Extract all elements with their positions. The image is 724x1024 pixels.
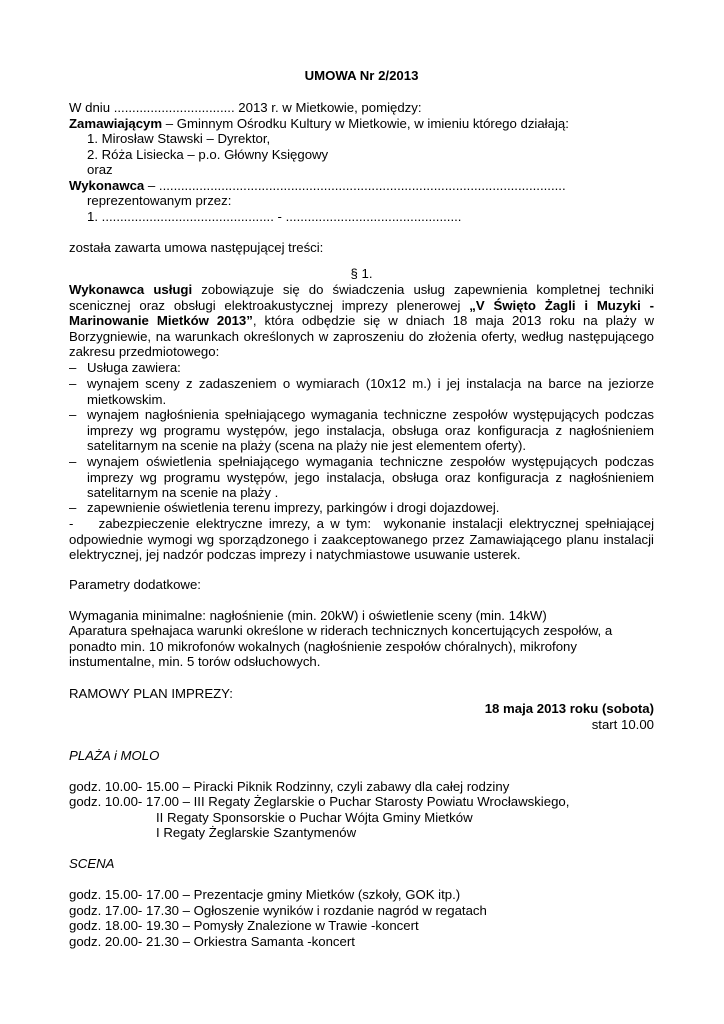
schedule-item: godz. 17.00- 17.30 – Ogłoszenie wyników i rozdanie nagród w regatach: [69, 903, 487, 918]
section-1-heading: § 1.: [350, 266, 373, 281]
event-date: 18 maja 2013 roku (sobota): [484, 701, 654, 716]
zamawiajacy-line: [69, 116, 569, 132]
schedule-item: godz. 20.00- 21.30 – Orkiestra Samanta -koncert: [69, 934, 355, 949]
schedule-item: godz. 10.00- 15.00 – Piracki Piknik Rodzinny, czyli zabawy dla całej rodziny: [69, 779, 510, 794]
ramowy-heading: RAMOWY PLAN IMPREZY:: [69, 686, 233, 701]
paragraph-1-text-b: , która odbędzie się w dniach 18 maja 2013 roku na plaży w Borzygniewie, na warunkach określonych w zaproszeniu do złożenia oferty, według następującego zakresu przedmiotowego:: [69, 313, 654, 360]
list-item: [69, 407, 654, 454]
dash-marker: –: [69, 407, 77, 422]
schedule-item-continuation: II Regaty Sponsorskie o Puchar Wójta Gminy Mietków: [156, 810, 473, 825]
list-item-text: wynajem sceny z zadaszeniem o wymiarach (10x12 m.) i jej instalacja na barce na jeziorze mietkowskim.: [87, 376, 654, 407]
oraz-text: oraz: [87, 162, 113, 177]
list-item-text: wynajem nagłośnienia spełniającego wymagania techniczne zespołów występujących podczas imprezy wg programu występów, jego instalacja, obsługa oraz konfiguracja z nagłośnieniem satelitarnym na scenie na plaży (scena na plaży nie jest elementem oferty).: [87, 407, 654, 454]
paragraph-1: [69, 282, 654, 360]
schedule-item: godz. 10.00- 17.00 – III Regaty Żeglarskie o Puchar Starosty Powiatu Wrocławskiego,: [69, 794, 570, 809]
schedule-item: godz. 15.00- 17.00 – Prezentacje gminy Mietków (szkoły, GOK itp.): [69, 887, 461, 902]
paragraph-1-bold: Wykonawca usługi: [69, 282, 193, 297]
list-item-last: [69, 516, 658, 563]
wymagania-text: Wymagania minimalne: nagłośnienie (min. 20kW) i oświetlenie sceny (min. 14kW): [69, 608, 547, 623]
wykonawca-text: – ...............................................................................................................: [144, 178, 566, 193]
parametry-heading: Parametry dodatkowe:: [69, 577, 201, 592]
zamawiajacy-text: – Gminnym Ośrodku Kultury w Mietkowie, w imieniu którego działają:: [162, 116, 569, 131]
intro-line: W dniu ................................. 2013 r. w Mietkowie, pomiędzy:: [69, 100, 422, 115]
event-start: start 10.00: [591, 717, 654, 732]
signatory-2: 2. Róża Lisiecka – p.o. Główny Księgowy: [87, 147, 329, 162]
zamawiajacy-label: Zamawiającym: [69, 116, 163, 131]
dash-marker: –: [69, 376, 77, 391]
schedule-item: godz. 18.00- 19.30 – Pomysły Znalezione w Trawie -koncert: [69, 918, 419, 933]
dash-marker: –: [69, 454, 77, 469]
contract-title: UMOWA Nr 2/2013: [304, 68, 419, 83]
list-item: [69, 454, 654, 501]
wykonawca-label: Wykonawca: [69, 178, 145, 193]
dash-marker: –: [69, 360, 77, 375]
list-item: [69, 376, 654, 407]
representative-line: 1. ............................................... - ................................................: [87, 209, 462, 224]
dash-marker: –: [69, 500, 77, 515]
list-item-text: zabezpieczenie elektryczne imrezy, a w tym: wykonanie instalacji elektrycznej spełniającej odpowiednie wymogi wg sporządzonego i zaakceptowanego przez Zamawiającego planu instalacji elektrycznej, jej nadzór podczas imprezy i natychmiastowe usuwanie usterek.: [69, 516, 658, 563]
list-item-text: Usługa zawiera:: [87, 360, 181, 375]
event-name: „V Święto Żagli i Muzyki -Marinowanie Mietków 2013”: [69, 297, 654, 329]
scena-heading: SCENA: [69, 856, 115, 871]
dash-marker: -: [69, 516, 74, 531]
schedule-item-continuation: I Regaty Żeglarskie Szantymenów: [156, 825, 357, 840]
zawarta-text: została zawarta umowa następującej treści:: [69, 240, 324, 255]
list-item: [69, 500, 654, 516]
reprezentowanym-text: reprezentowanym przez:: [87, 193, 232, 208]
aparatura-text: Aparatura spełnajaca warunki określone w riderach technicznych koncertujących zespołów, a ponadto min. 10 mikrofonów wokalnych (nagłośnienie zespołów chóralnych), mikrofony instumentalne, min. 5 torów odsłuchowych.: [69, 623, 613, 670]
wykonawca-line: [69, 178, 566, 194]
plaza-heading: PLAŻA i MOLO: [69, 748, 160, 763]
list-item: [69, 360, 654, 376]
paragraph-1-text-a: zobowiązuje się do świadczenia usług zapewnienia kompletnej techniki scenicznej oraz obsługi elektroakustycznej imprezy plenerowej: [69, 282, 654, 313]
list-item-text: wynajem oświetlenia spełniającego wymagania techniczne zespołów występujących podczas imprezy wg programu występów, jego instalacja, obsługa oraz konfiguracja z nagłośnieniem satelitarnym na scenie na plaży .: [87, 454, 654, 501]
list-item-text: zapewnienie oświetlenia terenu imprezy, parkingów i drogi dojazdowej.: [87, 500, 500, 515]
signatory-1: 1. Mirosław Stawski – Dyrektor,: [87, 131, 271, 146]
